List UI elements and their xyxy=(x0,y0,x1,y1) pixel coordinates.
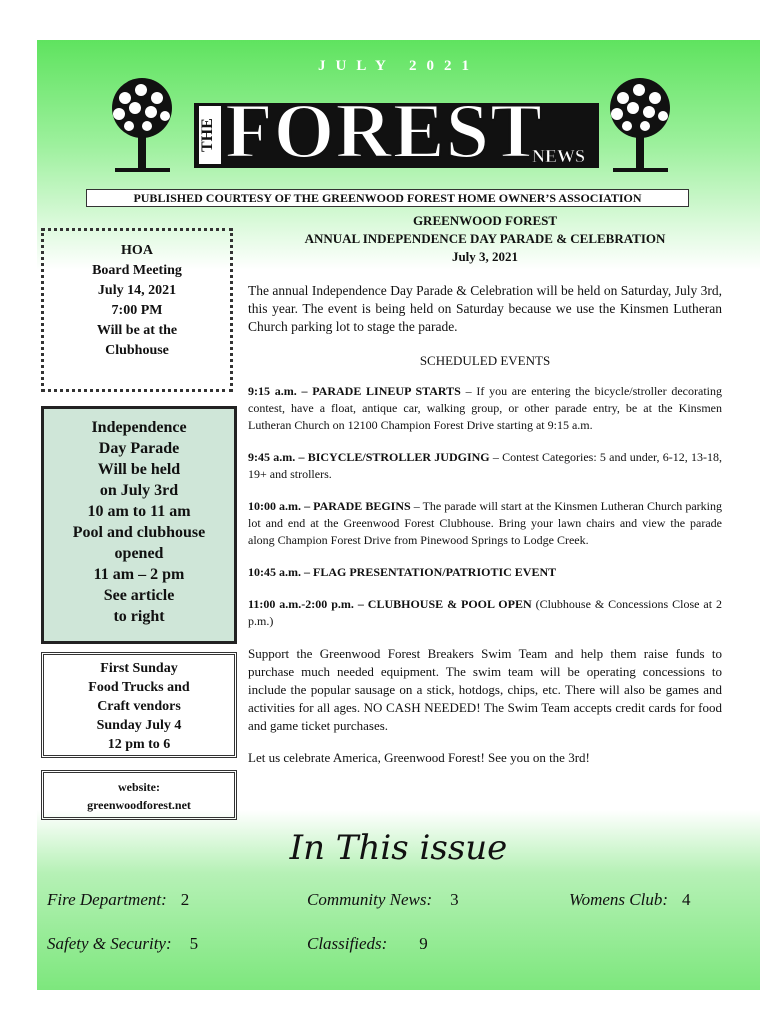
food-line: Sunday July 4 xyxy=(96,718,182,733)
parade-line: Will be held xyxy=(97,461,181,478)
event-item xyxy=(248,449,722,483)
masthead-the: THE xyxy=(199,106,221,164)
event-time: 10:00 a.m. – PARADE BEGINS xyxy=(248,499,411,513)
issue-item-label: Community News: xyxy=(307,890,433,909)
hoa-line: Will be at the xyxy=(96,323,178,338)
parade-line: opened xyxy=(114,545,164,562)
issue-item-label: Fire Department: xyxy=(47,890,167,909)
food-line: 12 pm to 6 xyxy=(107,737,171,752)
swim-team-paragraph: Support the Greenwood Forest Breakers Swim Team and help them raise funds to purchase much needed equipment. The swim team will be operating concessions to include the popular sausage on a stick, hotdogs, chips, etc. There will also be games and activities for all ages. NO CASH NEEDED! The Swim Team accepts credit cards for food and game ticket purchases. xyxy=(248,646,722,733)
event-item xyxy=(248,498,722,549)
hoa-meeting-box xyxy=(41,228,233,392)
issue-item-label: Safety & Security: xyxy=(47,934,172,953)
parade-line: on July 3rd xyxy=(99,482,179,499)
food-line: Food Trucks and xyxy=(88,680,190,695)
issue-month: JULY 2021 xyxy=(318,58,479,74)
event-time: 9:45 a.m. – BICYCLE/STROLLER JUDGING xyxy=(248,450,490,464)
parade-article xyxy=(248,212,722,781)
issue-item-community-news[interactable] xyxy=(307,890,459,910)
in-this-issue-title: In This issue xyxy=(289,828,508,868)
issue-item-page: 9 xyxy=(419,934,428,953)
scheduled-events-heading: SCHEDULED EVENTS xyxy=(419,353,551,368)
issue-item-fire-department[interactable] xyxy=(47,890,189,910)
publisher-banner: PUBLISHED COURTESY OF THE GREENWOOD FOREST HOME OWNER’S ASSOCIATION xyxy=(86,189,689,207)
food-line: First Sunday xyxy=(100,661,178,676)
parade-line: 10 am to 11 am xyxy=(87,503,191,520)
issue-item-womens-club[interactable] xyxy=(569,890,691,910)
issue-item-page: 2 xyxy=(180,890,190,909)
event-time: 9:15 a.m. – PARADE LINEUP STARTS xyxy=(248,384,461,398)
event-desc: (Clubhouse & Concessions Close at 2 p.m.) xyxy=(248,597,722,628)
event-item xyxy=(248,383,722,434)
hoa-line: HOA xyxy=(121,243,153,258)
tree-left-icon xyxy=(95,74,190,174)
hoa-line: 7:00 PM xyxy=(111,303,163,318)
closing-line: Let us celebrate America, Greenwood Forest! See you on the 3rd! xyxy=(248,750,590,765)
parade-line: Independence xyxy=(91,419,187,436)
parade-line: See article xyxy=(103,587,175,604)
issue-item-page: 5 xyxy=(189,934,199,953)
food-line: Craft vendors xyxy=(97,699,181,714)
parade-line: Pool and clubhouse xyxy=(72,524,206,541)
food-trucks-box xyxy=(41,652,237,758)
parade-line: Day Parade xyxy=(98,440,180,457)
article-heading-line1: GREENWOOD FOREST xyxy=(412,213,558,228)
issue-item-page: 4 xyxy=(682,890,691,909)
issue-item-label: Classifieds: xyxy=(307,934,388,953)
parade-box xyxy=(41,406,237,644)
issue-item-page: 3 xyxy=(450,890,459,909)
issue-item-label: Womens Club: xyxy=(569,890,669,909)
article-heading-line2: ANNUAL INDEPENDENCE DAY PARADE & CELEBRATION xyxy=(304,231,666,246)
website-box xyxy=(41,770,237,820)
event-desc: – Contest Categories: 5 and under, 6-12, 13-18, 19+ and strollers. xyxy=(248,450,722,481)
website-link[interactable]: greenwoodforest.net xyxy=(87,798,191,812)
event-item xyxy=(248,596,722,630)
article-heading-line3: July 3, 2021 xyxy=(451,249,519,264)
parade-line: 11 am – 2 pm xyxy=(93,566,185,583)
hoa-line: Board Meeting xyxy=(92,263,182,278)
parade-line: to right xyxy=(113,608,165,625)
event-time: 10:45 a.m. – FLAG PRESENTATION/PATRIOTIC EVENT xyxy=(248,565,557,579)
website-label: website: xyxy=(118,780,160,794)
masthead-news: NEWS xyxy=(532,146,586,166)
hoa-line: Clubhouse xyxy=(105,343,169,358)
event-desc: – If you are entering the bicycle/stroller decorating contest, have a float, antique car, walking group, or other parade entry, be at the Kinsmen Lutheran Church on 12100 Champion Forest Drive starting at 9:15 a.m. xyxy=(248,384,723,432)
masthead-title: FOREST xyxy=(225,87,544,174)
article-intro: The annual Independence Day Parade & Celebration will be held on Saturday, July 3rd, this year. The event is being held on Saturday because we use the Kinsmen Lutheran Church parking lot to stage the parade. xyxy=(248,283,722,334)
issue-item-safety-security[interactable] xyxy=(47,934,198,954)
newsletter-page xyxy=(37,40,760,990)
issue-item-classifieds[interactable] xyxy=(307,934,428,954)
event-item xyxy=(248,564,722,581)
event-desc: – The parade will start at the Kinsmen Lutheran Church parking lot and end at the Greenwood Forest Clubhouse. Bring your lawn chairs and view the parade along Champion Forest Drive from Pinewood Springs to Lodge Creek. xyxy=(248,499,723,547)
hoa-line: July 14, 2021 xyxy=(97,283,177,298)
tree-right-icon xyxy=(593,74,688,174)
event-time: 11:00 a.m.-2:00 p.m. – CLUBHOUSE & POOL OPEN xyxy=(248,597,532,611)
